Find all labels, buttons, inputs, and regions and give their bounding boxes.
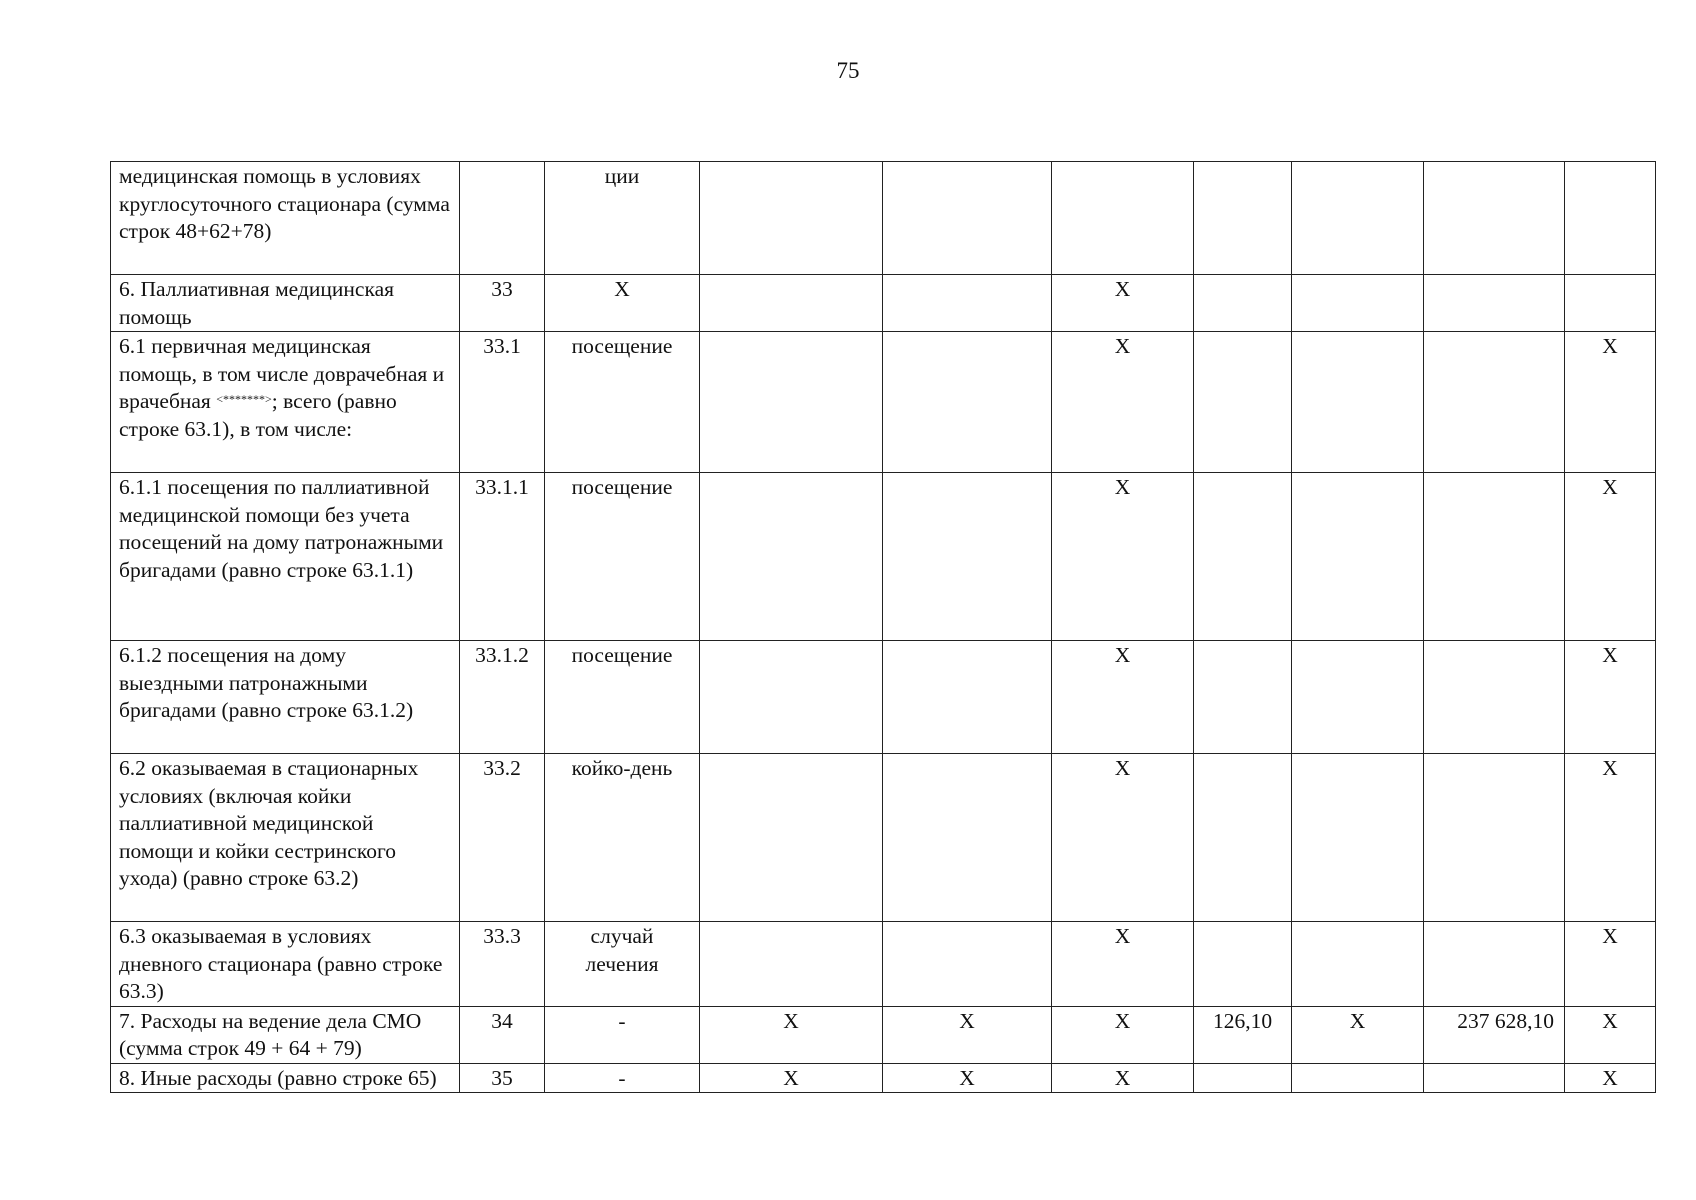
cell-col-1 <box>700 275 883 332</box>
row-unit: - <box>545 1006 700 1063</box>
row-name <box>111 332 460 473</box>
cell-col-1 <box>700 641 883 754</box>
row-line-number: 33.3 <box>460 922 545 1007</box>
cell-col-7: Х <box>1565 332 1656 473</box>
cell-col-2: Х <box>883 1006 1052 1063</box>
row-name: 6. Паллиативная медицинская помощь <box>111 275 460 332</box>
row-line-number: 35 <box>460 1063 545 1093</box>
page-number: 75 <box>836 58 860 83</box>
cell-col-5 <box>1292 275 1424 332</box>
cell-col-1 <box>700 754 883 922</box>
cell-col-5 <box>1292 473 1424 641</box>
row-unit: случай лечения <box>545 922 700 1007</box>
cell-col-2 <box>883 162 1052 275</box>
cell-col-6 <box>1424 922 1565 1007</box>
cell-col-1: Х <box>700 1063 883 1093</box>
cell-col-3: Х <box>1052 473 1194 641</box>
row-name: 8. Иные расходы (равно строке 65) <box>111 1063 460 1093</box>
cell-col-7: Х <box>1565 922 1656 1007</box>
row-line-number: 33.1 <box>460 332 545 473</box>
cell-col-6 <box>1424 754 1565 922</box>
cell-col-5 <box>1292 754 1424 922</box>
footnote-marker: <*******> <box>216 392 272 406</box>
cell-col-7: Х <box>1565 1063 1656 1093</box>
row-unit: ции <box>545 162 700 275</box>
cell-col-7 <box>1565 162 1656 275</box>
row-line-number: 33.1.1 <box>460 473 545 641</box>
cell-col-3 <box>1052 162 1194 275</box>
cell-col-2 <box>883 275 1052 332</box>
cell-col-3: Х <box>1052 275 1194 332</box>
cell-col-7: Х <box>1565 754 1656 922</box>
cell-col-3: Х <box>1052 641 1194 754</box>
cell-col-5 <box>1292 641 1424 754</box>
table-row <box>111 332 1656 473</box>
table-row <box>111 162 1656 275</box>
cell-col-4 <box>1194 641 1292 754</box>
cell-col-5 <box>1292 922 1424 1007</box>
cell-col-5 <box>1292 332 1424 473</box>
cell-col-6 <box>1424 1063 1565 1093</box>
table-row <box>111 754 1656 922</box>
row-line-number: 33.1.2 <box>460 641 545 754</box>
row-name: 6.3 оказываемая в условиях дневного стационара (равно строке 63.3) <box>111 922 460 1007</box>
cell-col-2 <box>883 754 1052 922</box>
row-line-number: 34 <box>460 1006 545 1063</box>
cell-col-2 <box>883 641 1052 754</box>
row-name: 6.1.2 посещения на дому выездными патронажными бригадами (равно строке 63.1.2) <box>111 641 460 754</box>
cell-col-4 <box>1194 162 1292 275</box>
cell-col-6: 237 628,10 <box>1424 1006 1565 1063</box>
row-unit: посещение <box>545 332 700 473</box>
row-name: медицинская помощь в условиях круглосуточного стационара (сумма строк 48+62+78) <box>111 162 460 275</box>
cell-col-6 <box>1424 162 1565 275</box>
row-name: 7. Расходы на ведение дела СМО (сумма строк 49 + 64 + 79) <box>111 1006 460 1063</box>
row-unit: посещение <box>545 641 700 754</box>
cell-col-4 <box>1194 922 1292 1007</box>
cell-col-2 <box>883 332 1052 473</box>
cell-col-7: Х <box>1565 1006 1656 1063</box>
row-unit: посещение <box>545 473 700 641</box>
cell-col-3: Х <box>1052 1063 1194 1093</box>
cell-col-3: Х <box>1052 332 1194 473</box>
cell-col-6 <box>1424 332 1565 473</box>
cell-col-6 <box>1424 641 1565 754</box>
table-row <box>111 1063 1656 1093</box>
row-unit: койко-день <box>545 754 700 922</box>
cell-col-1 <box>700 162 883 275</box>
table-row <box>111 922 1656 1007</box>
row-unit: Х <box>545 275 700 332</box>
cell-col-1 <box>700 473 883 641</box>
financing-table <box>110 161 1656 1093</box>
row-line-number: 33 <box>460 275 545 332</box>
cell-col-1: Х <box>700 1006 883 1063</box>
cell-col-4 <box>1194 332 1292 473</box>
cell-col-3: Х <box>1052 922 1194 1007</box>
row-name: 6.1.1 посещения по паллиативной медицинской помощи без учета посещений на дому патронажными бригадами (равно строке 63.1.1) <box>111 473 460 641</box>
table-row <box>111 641 1656 754</box>
cell-col-4 <box>1194 754 1292 922</box>
row-line-number: 33.2 <box>460 754 545 922</box>
table-row <box>111 1006 1656 1063</box>
cell-col-1 <box>700 332 883 473</box>
cell-col-2 <box>883 473 1052 641</box>
cell-col-5 <box>1292 1063 1424 1093</box>
cell-col-2: Х <box>883 1063 1052 1093</box>
cell-col-5: Х <box>1292 1006 1424 1063</box>
row-name-text: 6.1 первичная медицинская помощь, в том числе доврачебная и врачебная <box>119 334 445 413</box>
cell-col-2 <box>883 922 1052 1007</box>
cell-col-4: 126,10 <box>1194 1006 1292 1063</box>
cell-col-4 <box>1194 1063 1292 1093</box>
table-row <box>111 473 1656 641</box>
table-row <box>111 275 1656 332</box>
cell-col-7: Х <box>1565 473 1656 641</box>
row-name: 6.2 оказываемая в стационарных условиях (включая койки паллиативной медицинской помощи и койки сестринского ухода) (равно строке 63.2) <box>111 754 460 922</box>
row-name-text-cont: ; всего (равно строке 63.1), в том числе: <box>119 389 397 441</box>
cell-col-4 <box>1194 473 1292 641</box>
cell-col-3: Х <box>1052 754 1194 922</box>
cell-col-5 <box>1292 162 1424 275</box>
cell-col-3: Х <box>1052 1006 1194 1063</box>
cell-col-4 <box>1194 275 1292 332</box>
row-unit: - <box>545 1063 700 1093</box>
cell-col-1 <box>700 922 883 1007</box>
cell-col-7: Х <box>1565 641 1656 754</box>
cell-col-6 <box>1424 275 1565 332</box>
cell-col-7 <box>1565 275 1656 332</box>
row-line-number <box>460 162 545 275</box>
cell-col-6 <box>1424 473 1565 641</box>
